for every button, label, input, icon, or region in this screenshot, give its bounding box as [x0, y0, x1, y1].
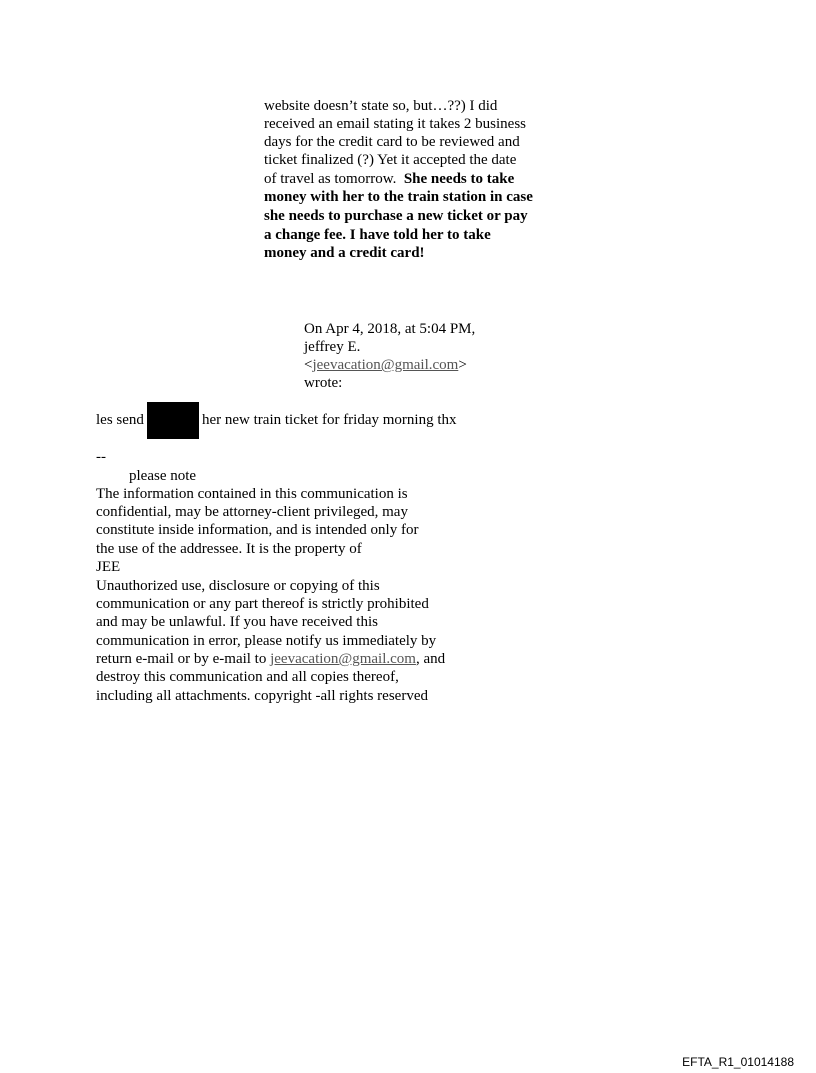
- sender-email-link[interactable]: jeevacation@gmail.com: [312, 357, 459, 373]
- disclaimer-line: and may be unlawful. If you have received this: [96, 614, 378, 630]
- signature-separator: --: [96, 449, 106, 465]
- disclaimer-return-text: return e-mail or by e-mail to: [96, 651, 271, 667]
- quoted-line: received an email stating it takes 2 business: [264, 116, 527, 132]
- disclaimer-line: confidential, may be attorney-client privileged, may: [96, 504, 408, 520]
- quoted-bold-line: she needs to purchase a new ticket or pay: [264, 208, 528, 224]
- email-bracket-open: <: [304, 357, 313, 373]
- quoted-bold-line: money and a credit card!: [264, 245, 425, 261]
- disclaimer-line: constitute inside information, and is intended only for: [96, 522, 419, 538]
- disclaimer-line: destroy this communication and all copies thereof,: [96, 669, 399, 685]
- quoted-mixed-line: [264, 170, 514, 188]
- quoted-line-bold: She needs to take: [403, 171, 515, 187]
- quoted-line: days for the credit card to be reviewed and: [264, 134, 520, 150]
- email-bracket-close: >: [458, 357, 467, 373]
- quoted-line: ticket finalized (?) Yet it accepted the date: [264, 152, 517, 168]
- redaction-box: [147, 402, 199, 439]
- quoted-bold-line: money with her to the train station in case: [264, 189, 533, 205]
- disclaimer-line: the use of the addressee. It is the property of: [96, 541, 362, 557]
- quoted-bold-line: a change fee. I have told her to take: [264, 227, 491, 243]
- disclaimer-line: communication in error, please notify us immediately by: [96, 633, 437, 649]
- disclaimer-line: The information contained in this communication is: [96, 486, 408, 502]
- signature-note: please note: [129, 468, 197, 484]
- attribution-sender: jeffrey E.: [304, 339, 361, 355]
- disclaimer-return-line: [96, 650, 445, 668]
- message-text-before: les send: [96, 412, 144, 428]
- document-id: EFTA_R1_01014188: [682, 1055, 794, 1069]
- disclaimer-return-tail: , and: [415, 651, 446, 667]
- attribution-email-line: [304, 356, 467, 374]
- quoted-line-normal: of travel as tomorrow.: [264, 171, 404, 187]
- disclaimer-line: including all attachments. copyright -all rights reserved: [96, 688, 428, 704]
- attribution-wrote: wrote:: [304, 375, 343, 391]
- disclaimer-line: Unauthorized use, disclosure or copying of this: [96, 578, 380, 594]
- disclaimer-line: JEE: [96, 559, 121, 575]
- quoted-line: website doesn’t state so, but…??) I did: [264, 98, 498, 114]
- disclaimer-line: communication or any part thereof is strictly prohibited: [96, 596, 429, 612]
- disclaimer-email-link[interactable]: jeevacation@gmail.com: [270, 651, 416, 667]
- attribution-date: On Apr 4, 2018, at 5:04 PM,: [304, 321, 476, 337]
- message-text-after: her new train ticket for friday morning thx: [202, 412, 457, 428]
